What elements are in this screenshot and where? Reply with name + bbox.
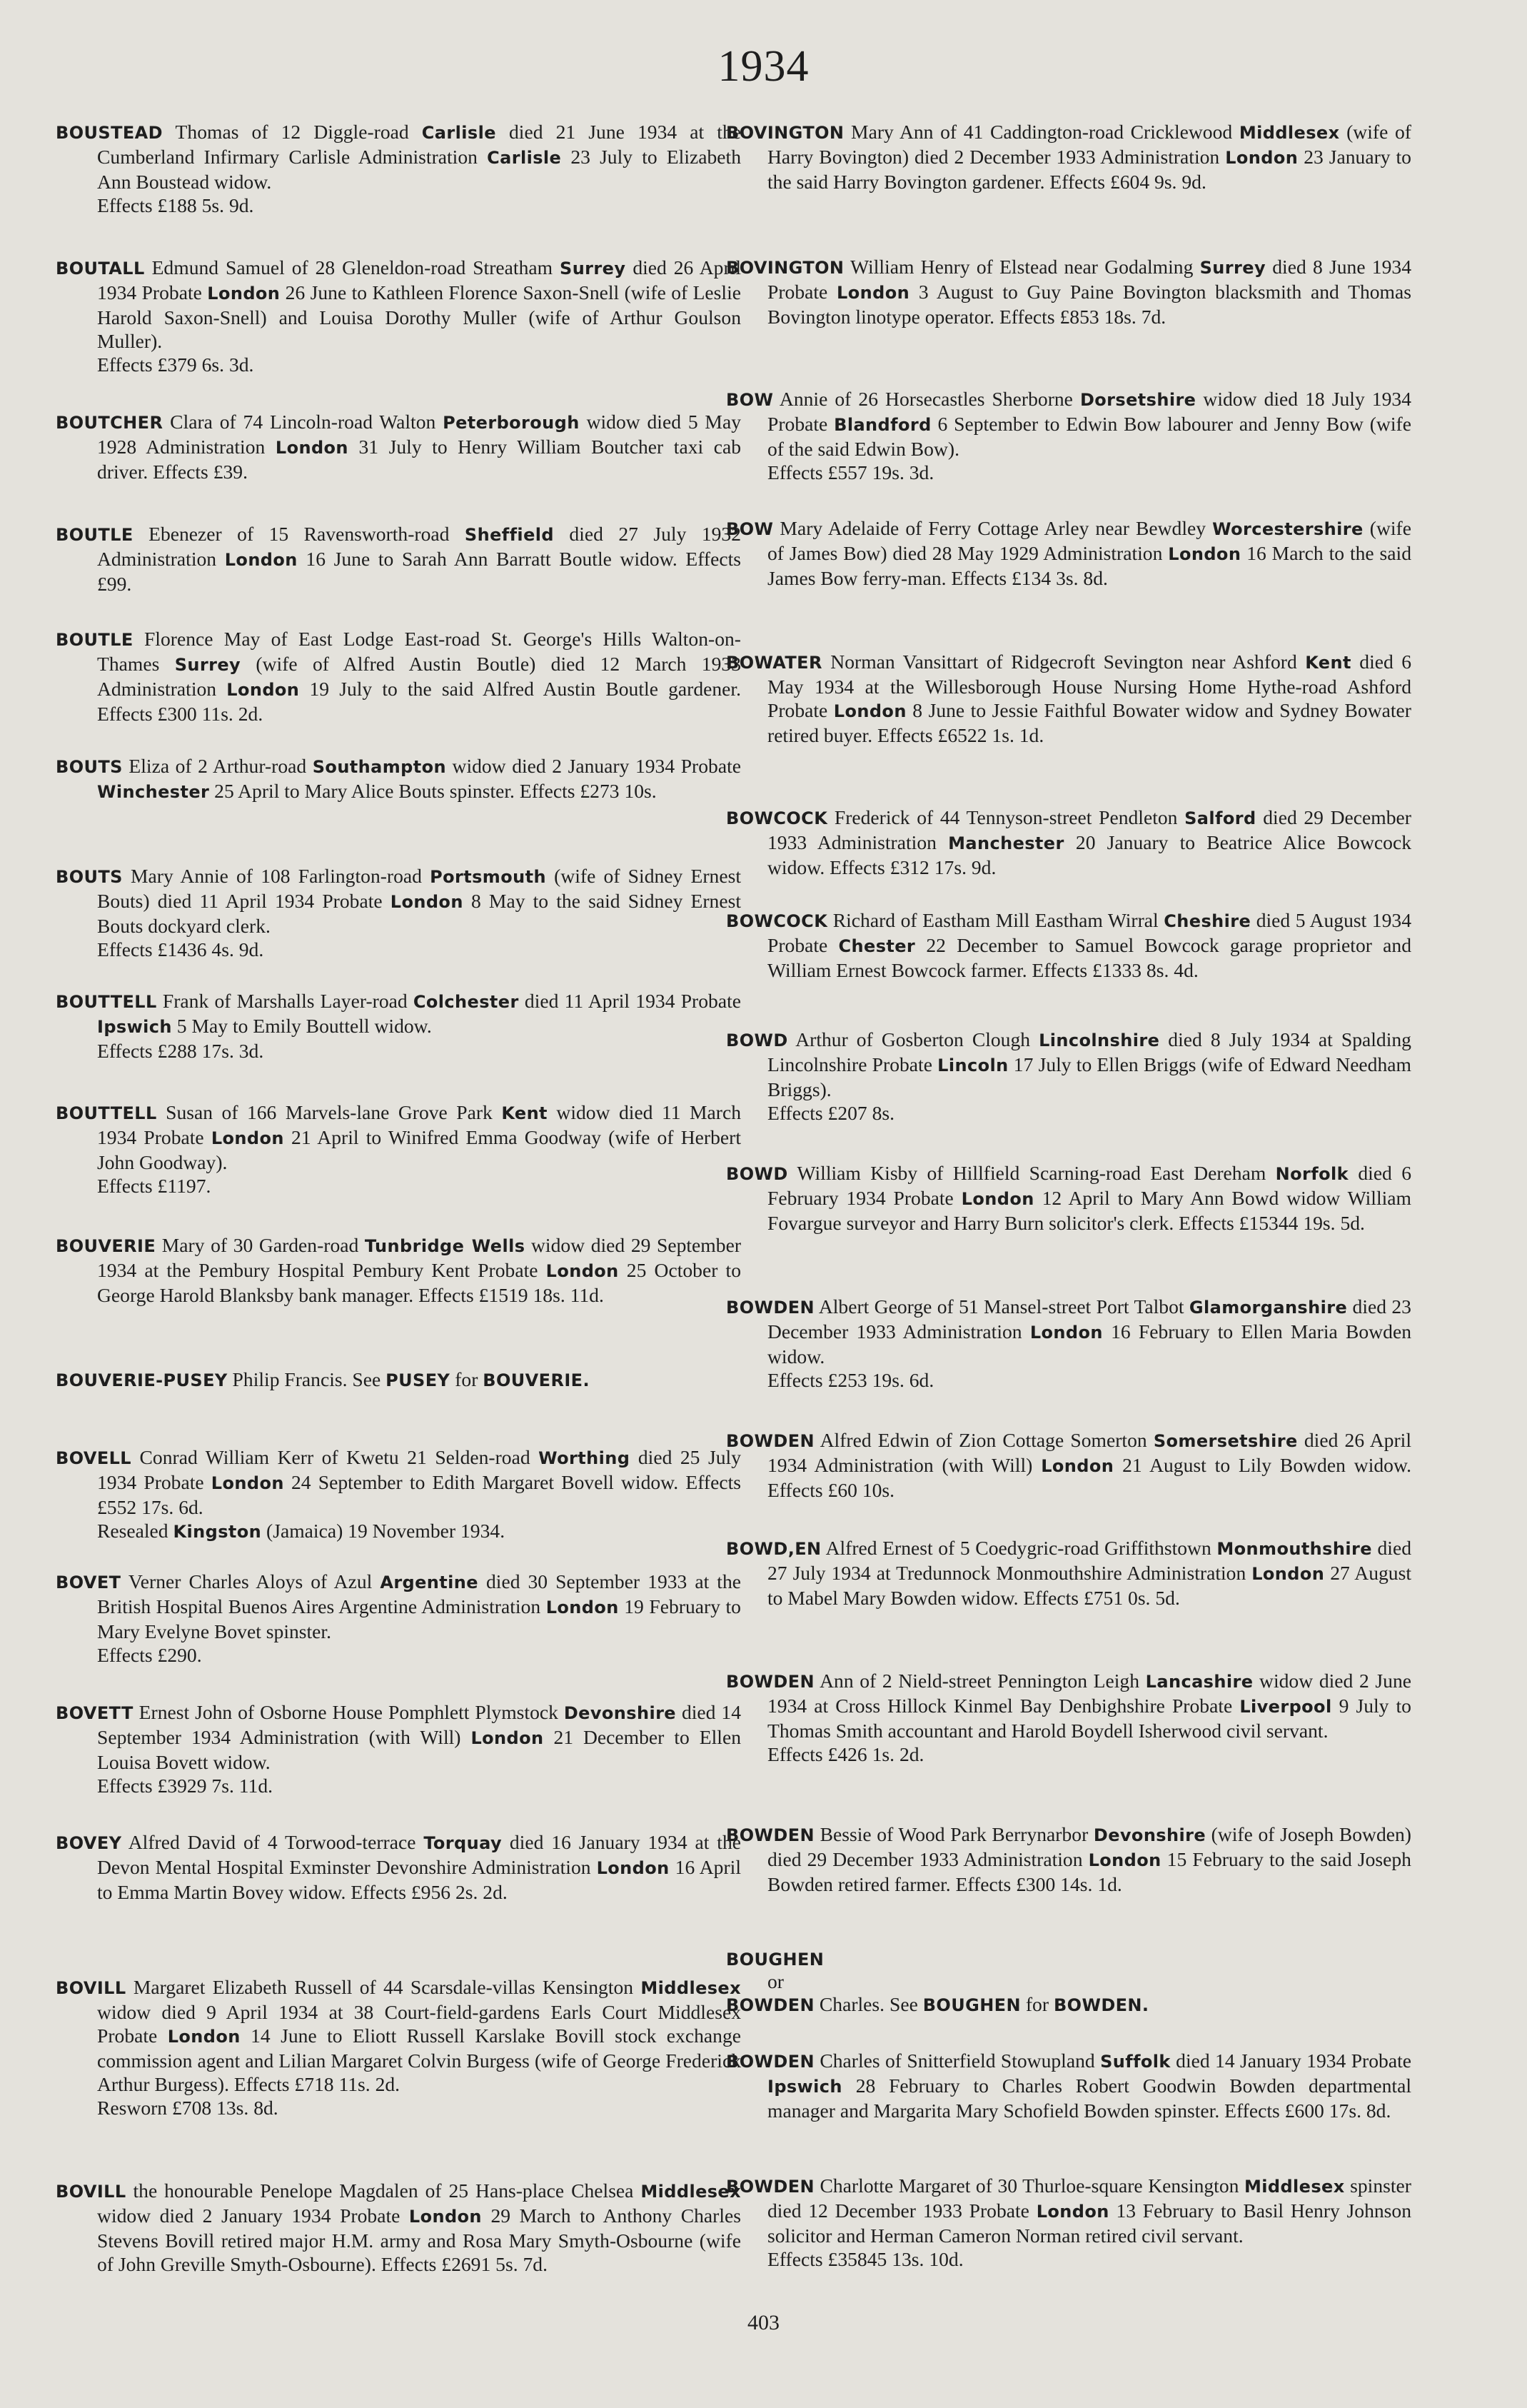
entry-place: London [1088, 1850, 1161, 1870]
entry-surname: BOWDEN [726, 1298, 815, 1318]
entry-detail: 8 May to the said Sidney Ernest Bouts dockyard clerk. [97, 890, 742, 937]
entry-detail: Verner Charles Aloys of Azul [121, 1570, 381, 1592]
entry-text [56, 256, 741, 353]
entry-detail: widow died 29 September 1934 at the Pembury Hospital Pembury Kent Probate [97, 1234, 742, 1281]
entry-detail: 19 February to Mary Evelyne Bovet spinster. [97, 1595, 741, 1642]
entry-detail: 26 June to Kathleen Florence Saxon-Snell (wife of Leslie Harold Saxon-Snell) and Louisa Dorothy Muller (wife of Arthur Goulson Muller). [97, 281, 741, 352]
entry-detail: died 8 June 1934 Probate [767, 256, 1411, 303]
entry-place: London [226, 680, 300, 700]
entry-detail: 16 February to Ellen Maria Bowden widow. [767, 1320, 1411, 1368]
entry-text [726, 1822, 1411, 1896]
probate-entry [726, 1295, 1411, 1392]
entry-detail: (wife of Harry Bovington) died 2 December 1933 Administration [767, 121, 1411, 168]
entry-detail: Charlotte Margaret of 30 Thurloe-square Kensington [814, 2174, 1244, 2197]
entry-place: Worthing [538, 1448, 630, 1468]
entry-detail: Charles of Snitterfield Stowupland [814, 2050, 1101, 2072]
probate-entry [56, 627, 741, 726]
entry-place: Dorsetshire [1079, 390, 1196, 410]
entry-surname: BOUVERIE [56, 1236, 156, 1256]
entry-detail: 21 December to Ellen Louisa Bovett widow. [97, 1726, 741, 1773]
probate-entry [726, 516, 1411, 590]
entry-text [726, 2174, 1411, 2247]
entry-text [726, 120, 1411, 194]
entry-detail: 16 April to Emma Martin Bovey widow. Effects £956 2s. 2d. [97, 1856, 741, 1903]
entry-detail: 3 August to Guy Paine Bovington blacksmith and Thomas Bovington linotype operator. Effects £853 18s. 7d. [767, 281, 1411, 328]
entry-detail: died 6 May 1934 at the Willesborough House Nursing Home Hythe-road Ashford Probate [767, 651, 1411, 721]
entry-place: Torquay [423, 1833, 503, 1853]
entry-place: Middlesex [640, 2182, 741, 2202]
entry-place: Kent [501, 1103, 548, 1123]
entry-place: Suffolk [1100, 2052, 1171, 2072]
entry-place: Tunbridge Wells [364, 1236, 525, 1256]
entry-text [56, 989, 741, 1039]
entry-place: London [275, 438, 348, 458]
entry-surname: BOWD [726, 1164, 788, 1184]
entry-place: BOWDEN. [1053, 1995, 1149, 2015]
entry-place: Surrey [1199, 258, 1266, 278]
entry-place: London [1251, 1564, 1325, 1584]
entry-place: Worcestershire [1212, 519, 1364, 539]
entry-detail: Mary Ann of 41 Caddington-road Cricklewood [844, 121, 1239, 143]
entry-detail: 25 April to Mary Alice Bouts spinster. Effects £273 10s. [209, 780, 657, 802]
entry-detail: died 8 July 1934 at Spalding Lincolnshire Probate [767, 1028, 1411, 1075]
entry-detail: 13 February to Basil Henry Johnson solicitor and Herman Cameron Norman retired civil servant. [767, 2199, 1412, 2247]
entry-place: London [408, 2207, 482, 2227]
entry-place: London [390, 892, 463, 912]
entry-detail: 24 September to Edith Margaret Bovell widow. Effects £552 17s. 6d. [97, 1471, 741, 1518]
entry-detail: Margaret Elizabeth Russell of 44 Scarsdale-villas Kensington [126, 1976, 641, 1998]
entry-surname: BOUTTELL [56, 1103, 157, 1123]
entry-place: London [961, 1189, 1034, 1209]
entry-detail: 9 July to Thomas Smith accountant and Harold Boydell Isherwood civil servant. [767, 1695, 1411, 1742]
entry-effects-line: Effects £3929 7s. 11d. [97, 1775, 273, 1797]
entry-detail: Arthur of Gosberton Clough [787, 1028, 1039, 1050]
entry-detail: 8 June to Jessie Faithful Bowater widow and Sydney Bowater retired buyer. Effects £6522 1s. 1d. [767, 699, 1411, 746]
entry-detail: 31 July to Henry William Boutcher taxi cab driver. Effects £39. [97, 436, 742, 483]
probate-entry [726, 1161, 1411, 1235]
entry-place: Surrey [174, 655, 241, 675]
entry-detail: Mary Annie of 108 Farlington-road [122, 865, 430, 887]
entry-effects-line: Resworn £708 13s. 8d. [97, 2097, 278, 2119]
entry-surname: BOVINGTON [726, 258, 845, 278]
probate-entry [726, 2174, 1411, 2271]
entry-surname: BOUVERIE-PUSEY [56, 1370, 228, 1390]
entry-text [726, 1161, 1411, 1235]
entry-surname: BOWDEN [726, 1995, 815, 2015]
entry-place: Carlisle [487, 148, 562, 168]
entry-place: London [1041, 1456, 1114, 1476]
entry-detail: died 11 April 1934 Probate [518, 990, 741, 1012]
entry-text [726, 2049, 1411, 2122]
entry-detail: (wife of Sidney Ernest Bouts) died 11 April 1934 Probate [97, 865, 741, 912]
entry-place: London [1036, 2202, 1109, 2222]
entry-detail: 28 February to Charles Robert Goodwin Bowden departmental manager and Margarita Mary Schofield Bowden spinster. Effects £600 17s. 8d. [767, 2075, 1411, 2122]
probate-entry [56, 522, 741, 596]
entry-place: Liverpool [1239, 1697, 1332, 1717]
probate-entry [56, 1368, 741, 1393]
entry-surname: BOUTALL [56, 259, 145, 279]
entry-surname: BOWDEN [726, 1431, 815, 1451]
entry-detail: Alfred Ernest of 5 Coedygric-road Griffithstown [821, 1537, 1217, 1559]
probate-entry [726, 2049, 1411, 2122]
entry-surname: BOWDEN [726, 2177, 815, 2197]
entry-effects-line: Effects £557 19s. 3d. [767, 461, 934, 483]
entry-place: Peterborough [443, 413, 580, 433]
probate-entry [56, 1570, 741, 1667]
entry-place: Norfolk [1275, 1164, 1349, 1184]
entry-detail: widow died 2 January 1934 Probate [446, 755, 741, 777]
entry-surname: BOUTS [56, 757, 123, 777]
entry-surname: BOVILL [56, 1978, 126, 1998]
entry-effects-line: Effects £290. [97, 1644, 202, 1666]
entry-detail: died 16 January 1934 at the Devon Mental Hospital Exminster Devonshire Administration [97, 1831, 741, 1878]
probate-entry [726, 1992, 1411, 2017]
page-number: 403 [747, 2311, 780, 2334]
entry-place: Lancashire [1145, 1672, 1254, 1692]
entry-detail: Eliza of 2 Arthur-road [122, 755, 313, 777]
entry-detail: died 14 January 1934 Probate [1170, 2050, 1411, 2072]
entry-detail: Mary Adelaide of Ferry Cottage Arley near Bewdley [773, 517, 1213, 539]
entry-detail: Mary of 30 Garden-road [156, 1234, 365, 1256]
entry-detail: died 21 June 1934 at the Cumberland Infirmary Carlisle Administration [97, 121, 742, 168]
probate-entry [726, 1669, 1411, 1766]
entry-text [56, 864, 741, 938]
entry-detail: Florence May of East Lodge East-road St. George's Hills Walton-on-Thames [97, 628, 741, 675]
entry-detail: Bessie of Wood Park Berrynarbor [814, 1823, 1094, 1845]
entry-detail: died 27 July 1934 at Tredunnock Monmouthshire Administration [767, 1537, 1412, 1584]
entry-text [56, 1700, 741, 1774]
entry-surname: BOWD,EN [726, 1539, 822, 1559]
entry-detail: (wife of James Bow) died 28 May 1929 Administration [767, 517, 1411, 564]
probate-entry [726, 255, 1411, 328]
entry-detail: 21 April to Winifred Emma Goodway (wife of Herbert John Goodway). [97, 1126, 741, 1173]
entry-surname: BOUGHEN [726, 1950, 825, 1970]
entry-effects-line: Effects £288 17s. 3d. [97, 1040, 264, 1062]
entry-text [56, 522, 741, 596]
entry-text [726, 1028, 1411, 1101]
probate-entry [726, 387, 1411, 484]
entry-detail: (wife of Alfred Austin Boutle) died 12 March 1933 Administration [97, 653, 741, 700]
entry-effects-line: Resealed Kingston (Jamaica) 19 November 1934. [97, 1520, 505, 1542]
entry-detail: for [450, 1368, 483, 1390]
entry-detail: widow died 11 March 1934 Probate [97, 1101, 741, 1148]
probate-entry [726, 1822, 1411, 1896]
entry-surname: BOWCOCK [726, 911, 828, 931]
entry-place: Devonshire [563, 1703, 676, 1723]
entry-detail: 25 October to George Harold Blanksby bank manager. Effects £1519 18s. 11d. [97, 1259, 741, 1306]
entry-detail: widow died 9 April 1934 at 38 Court-field-gardens Earls Court Middlesex Probate [97, 2001, 741, 2047]
entry-detail: Norman Vansittart of Ridgecroft Sevington near Ashford [822, 651, 1306, 673]
entry-detail: Richard of Eastham Mill Eastham Wirral [827, 909, 1164, 931]
entry-place: Carlisle [421, 123, 496, 143]
entry-detail: 29 March to Anthony Charles Stevens Bovill retired major H.M. army and Rosa Mary Smyth-Osbourne (wife of John Greville Smyth-Osbourne). Effects £2691 5s. 7d. [97, 2204, 741, 2275]
entry-place: Winchester [97, 782, 210, 802]
entry-detail: widow died 18 July 1934 Probate [767, 388, 1411, 435]
entry-detail: (wife of Joseph Bowden) died 29 December 1933 Administration [767, 1823, 1411, 1870]
entry-text [726, 387, 1411, 461]
entry-detail: died 6 February 1934 Probate [767, 1162, 1412, 1209]
entry-detail: Clara of 74 Lincoln-road Walton [163, 411, 443, 433]
entry-place: London [545, 1261, 619, 1281]
entry-place: Surrey [560, 259, 626, 279]
entry-surname: BOVELL [56, 1448, 132, 1468]
entry-place: Lincolnshire [1039, 1030, 1160, 1050]
entry-detail: 15 February to the said Joseph Bowden retired farmer. Effects £300 14s. 1d. [767, 1848, 1411, 1895]
entry-detail: died 30 September 1933 at the British Hospital Buenos Aires Argentine Administration [97, 1570, 741, 1617]
entry-text [56, 1100, 741, 1174]
entry-detail: Ebenezer of 15 Ravensworth-road [133, 523, 465, 545]
entry-effects-line: Effects £379 6s. 3d. [97, 353, 254, 376]
entry-place: London [837, 283, 910, 303]
entry-detail: Ann of 2 Nield-street Pennington Leigh [814, 1670, 1146, 1692]
probate-entry [56, 1233, 741, 1307]
entry-place: Chester [838, 936, 916, 956]
entry-place: Devonshire [1093, 1825, 1206, 1845]
entry-detail: 20 January to Beatrice Alice Bowcock widow. Effects £312 17s. 9d. [767, 831, 1411, 878]
probate-entry [56, 410, 741, 483]
entry-surname: BOWCOCK [726, 808, 828, 828]
entry-place: London [596, 1858, 670, 1878]
probate-entry [56, 256, 741, 376]
probate-entry [726, 1947, 1411, 1972]
entry-detail: Edmund Samuel of 28 Gleneldon-road Streatham [144, 256, 560, 279]
entry-detail: William Henry of Elstead near Godalming [844, 256, 1200, 278]
entry-detail: 22 December to Samuel Bowcock garage proprietor and William Ernest Bowcock farmer. Effects £1333 8s. 4d. [767, 934, 1411, 981]
page-year-header: 1934 [717, 42, 810, 91]
entry-detail: Charles. See [814, 1993, 923, 2015]
entry-text [56, 410, 741, 483]
entry-detail: Alfred Edwin of Zion Cottage Somerton [814, 1429, 1154, 1451]
probate-entry [56, 1100, 741, 1198]
entry-surname: BOVINGTON [726, 123, 845, 143]
entry-place: Manchester [948, 833, 1064, 853]
entry-detail: 12 April to Mary Ann Bowd widow William Fovargue surveyor and Harry Burn solicitor's clerk. Effects £15344 19s. 5d. [767, 1187, 1411, 1234]
probate-entry [56, 989, 741, 1063]
entry-effects-line: Effects £1197. [97, 1175, 211, 1197]
entry-place: Sheffield [464, 525, 554, 545]
entry-effects-line: Effects £35845 13s. 10d. [767, 2248, 964, 2270]
entry-place: Monmouthshire [1216, 1539, 1372, 1559]
entry-detail: Frank of Marshalls Layer-road [156, 990, 413, 1012]
entry-place: London [1029, 1323, 1103, 1343]
probate-entry [726, 650, 1411, 747]
probate-entry [56, 1830, 741, 1904]
entry-detail: died 25 July 1934 Probate [97, 1446, 741, 1493]
entry-place: Middlesex [1244, 2177, 1345, 2197]
entry-detail: 19 July to the said Alfred Austin Boutle gardener. Effects £300 11s. 2d. [97, 678, 741, 725]
entry-text [56, 2179, 741, 2276]
entry-text [56, 1975, 741, 2096]
probate-entry [56, 1700, 741, 1797]
entry-detail: 16 March to the said James Bow ferry-man. Effects £134 3s. 8d. [767, 542, 1411, 589]
entry-detail: 14 June to Eliott Russell Karslake Bovill stock exchange commission agent and Lilian Margaret Colvin Burgess (wife of George Frederick Arthur Burgess). Effects £718 11s. 2d. [97, 2025, 741, 2095]
entry-text [56, 1445, 741, 1519]
entry-text [56, 1368, 741, 1393]
entry-detail: William Kisby of Hillfield Scarning-road East Dereham [787, 1162, 1276, 1184]
entry-text [56, 627, 741, 726]
entry-place: London [470, 1728, 544, 1748]
probate-entry [726, 1536, 1411, 1610]
entry-surname: BOVEY [56, 1833, 122, 1853]
entry-text [56, 1233, 741, 1307]
entry-place: Colchester [413, 992, 519, 1012]
entry-detail: spinster died 12 December 1933 Probate [767, 2174, 1411, 2222]
entry-detail: Alfred David of 4 Torwood-terrace [121, 1831, 424, 1853]
entry-surname: BOVET [56, 1572, 121, 1592]
entry-place: London [211, 1473, 284, 1493]
entry-text [726, 516, 1411, 590]
entry-detail: Philip Francis. See [227, 1368, 386, 1390]
entry-detail: died 5 August 1934 Probate [767, 909, 1411, 956]
entry-text [726, 1947, 1411, 1972]
entry-detail: 21 August to Lily Bowden widow. Effects £60 10s. [767, 1454, 1411, 1501]
entry-surname: BOUTLE [56, 630, 133, 650]
entry-detail: died 29 December 1933 Administration [767, 806, 1411, 853]
entry-text [56, 1570, 741, 1643]
entry-surname: BOW [726, 519, 774, 539]
entry-detail: Thomas of 12 Diggle-road [162, 121, 422, 143]
entry-surname: BOWD [726, 1030, 788, 1050]
probate-entry [56, 864, 741, 961]
entry-place: Ipswich [97, 1017, 172, 1037]
probate-entry [726, 1970, 1411, 1993]
entry-detail: widow died 5 May 1928 Administration [97, 411, 742, 458]
entry-surname: BOVILL [56, 2182, 126, 2202]
entry-place: Middlesex [640, 1978, 741, 1998]
entry-place: Glamorganshire [1189, 1298, 1348, 1318]
entry-text [726, 1669, 1411, 1742]
entry-surname: BOUTCHER [56, 413, 163, 433]
entry-place: Cheshire [1164, 911, 1251, 931]
probate-entry [56, 120, 741, 217]
entry-effects-line: Effects £426 1s. 2d. [767, 1743, 924, 1765]
entry-place: Somersetshire [1153, 1431, 1298, 1451]
entry-place: PUSEY [385, 1370, 450, 1390]
entry-detail: died 23 December 1933 Administration [767, 1295, 1411, 1343]
entry-detail: died 14 September 1934 Administration (with Will) [97, 1701, 741, 1748]
entry-detail: widow died 2 January 1934 Probate [97, 2204, 409, 2227]
entry-text [56, 1830, 741, 1904]
entry-text [726, 1428, 1411, 1502]
entry-detail: the honourable Penelope Magdalen of 25 Hans-place Chelsea [126, 2179, 641, 2202]
entry-text [726, 1992, 1411, 2017]
entry-text [726, 908, 1411, 982]
entry-place: London [833, 701, 907, 721]
entry-place: Salford [1184, 808, 1256, 828]
entry-place: Southampton [312, 757, 446, 777]
entry-text [726, 1970, 1411, 1993]
entry-detail: Albert George of 51 Mansel-street Port Talbot [814, 1295, 1189, 1318]
entry-place: London [224, 550, 298, 570]
entry-detail: or [767, 1970, 784, 1992]
entry-detail: Conrad William Kerr of Kwetu 21 Selden-road [131, 1446, 539, 1468]
probate-entry [56, 754, 741, 804]
entry-detail: died 27 July 1932 Administration [97, 523, 742, 570]
entry-place: London [167, 2027, 241, 2047]
entry-surname: BOUTTELL [56, 992, 157, 1012]
entry-surname: BOWDEN [726, 1672, 815, 1692]
entry-detail: 27 August to Mabel Mary Bowden widow. Effects £751 0s. 5d. [767, 1562, 1411, 1609]
entry-detail: 6 September to Edwin Bow labourer and Jenny Bow (wife of the said Edwin Bow). [767, 413, 1411, 460]
entry-place: Portsmouth [430, 867, 546, 887]
entry-place: Ipswich [767, 2077, 842, 2097]
entry-place: BOUVERIE. [483, 1370, 590, 1390]
entry-effects-line: Effects £207 8s. [767, 1102, 895, 1124]
probate-entry [726, 1028, 1411, 1125]
entry-detail: 23 January to the said Harry Bovington gardener. Effects £604 9s. 9d. [767, 146, 1411, 193]
entry-place: London [1168, 544, 1241, 564]
entry-detail: 16 June to Sarah Ann Barratt Boutle widow. Effects £99. [97, 548, 742, 595]
entry-detail: 17 July to Ellen Briggs (wife of Edward Needham Briggs). [767, 1053, 1411, 1100]
entry-detail: 23 July to Elizabeth Ann Boustead widow. [97, 146, 741, 193]
entry-detail: widow died 2 June 1934 at Cross Hillock Kinmel Bay Denbighshire Probate [767, 1670, 1412, 1717]
entry-place: Blandford [834, 415, 932, 435]
entry-place: Argentine [380, 1572, 478, 1592]
entry-place: BOUGHEN [922, 1995, 1021, 2015]
probate-entry [56, 2179, 741, 2276]
entry-text [56, 754, 741, 804]
entry-place: London [545, 1597, 619, 1617]
entry-text [56, 120, 741, 194]
entry-text [726, 255, 1411, 328]
entry-surname: BOWDEN [726, 2052, 815, 2072]
entry-detail: 5 May to Emily Bouttell widow. [171, 1015, 432, 1037]
entry-detail: Annie of 26 Horsecastles Sherborne [773, 388, 1080, 410]
entry-place: Kent [1305, 653, 1351, 673]
probate-entry [726, 806, 1411, 879]
entry-surname: BOUTS [56, 867, 123, 887]
probate-entry [726, 120, 1411, 194]
entry-detail: died 26 April 1934 Probate [97, 256, 741, 303]
entry-detail: Ernest John of Osborne House Pomphlett Plymstock [133, 1701, 564, 1723]
entry-place: Middlesex [1239, 123, 1340, 143]
entry-place: London [211, 1128, 284, 1148]
entry-text [726, 650, 1411, 747]
entry-surname: BOUTLE [56, 525, 133, 545]
entry-text [726, 1295, 1411, 1368]
entry-effects-line: Effects £188 5s. 9d. [97, 194, 254, 216]
entry-surname: BOW [726, 390, 774, 410]
entry-place: London [207, 284, 281, 303]
entry-text [726, 1536, 1411, 1610]
entry-surname: BOWDEN [726, 1825, 815, 1845]
entry-effects-line: Effects £253 19s. 6d. [767, 1369, 934, 1391]
entry-effects-line: Effects £1436 4s. 9d. [97, 938, 264, 960]
entry-detail: Frederick of 44 Tennyson-street Pendleton [827, 806, 1185, 828]
probate-entry [56, 1445, 741, 1544]
entry-place: Lincoln [937, 1055, 1009, 1075]
entry-text [726, 806, 1411, 879]
entry-surname: BOWATER [726, 653, 822, 673]
entry-surname: BOVETT [56, 1703, 133, 1723]
probate-entry [726, 1428, 1411, 1502]
probate-entry [56, 1975, 741, 2119]
probate-entry [726, 908, 1411, 982]
entry-surname: BOUSTEAD [56, 123, 163, 143]
entry-detail: for [1020, 1993, 1054, 2015]
entry-detail: died 26 April 1934 Administration (with Will) [767, 1429, 1411, 1476]
entry-detail: Susan of 166 Marvels-lane Grove Park [156, 1101, 502, 1123]
entry-place: London [1225, 148, 1299, 168]
